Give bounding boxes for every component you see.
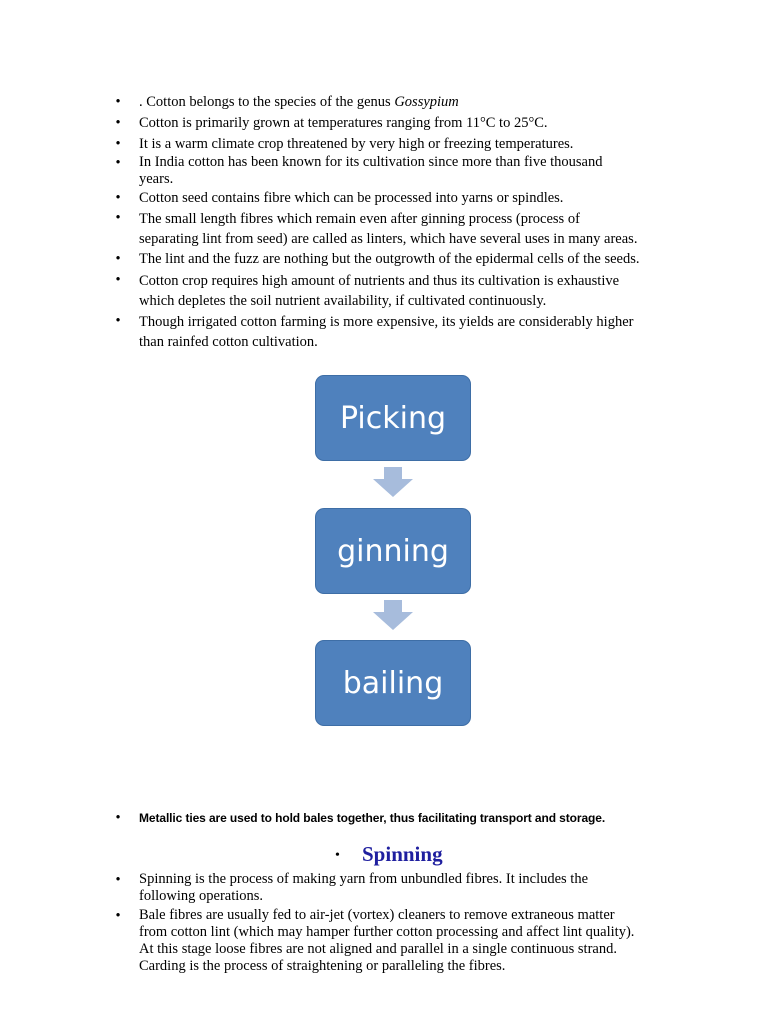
spinning-heading: Spinning [362, 842, 443, 866]
bullet-icon: • [115, 115, 121, 131]
bullet-icon: • [115, 251, 121, 267]
list-item-text: Carding is the process of straightening or paralleling the fibres. [139, 958, 506, 974]
list-item-text: which depletes the soil nutrient availability, if cultivated continuously. [139, 293, 547, 309]
list-item-text: It is a warm climate crop threatened by very high or freezing temperatures. [139, 136, 574, 152]
list-item-text: Cotton is primarily grown at temperatures ranging from 11°C to 25°C. [139, 115, 548, 131]
bullet-icon: • [115, 136, 121, 152]
bullet-icon: • [115, 272, 121, 288]
down-arrow-icon [373, 600, 413, 630]
flow-step-picking [315, 375, 471, 461]
list-item-text: The lint and the fuzz are nothing but the outgrowth of the epidermal cells of the seeds. [139, 251, 640, 267]
bullet-icon: • [115, 190, 121, 206]
flow-step-ginning [315, 508, 471, 594]
list-item-text: The small length fibres which remain even after ginning process (process of [139, 211, 580, 227]
bullet-icon: • [115, 94, 121, 110]
bullet-icon: • [115, 210, 121, 226]
flow-step-label: bailing [342, 665, 444, 701]
list-item-text: At this stage loose fibres are not aligned and parallel in a single continuous strand. [139, 941, 617, 957]
list-item-text: Though irrigated cotton farming is more expensive, its yields are considerably higher [139, 314, 634, 330]
flow-step-label: Picking [339, 400, 447, 436]
genus-name: Gossypium [394, 94, 459, 110]
flow-step-bailing [315, 640, 471, 726]
bullet-icon: • [115, 313, 121, 329]
list-item-text: Cotton seed contains fibre which can be processed into yarns or spindles. [139, 190, 564, 206]
list-item-text: following operations. [139, 888, 264, 904]
list-item-text: In India cotton has been known for its cultivation since more than five thousand [139, 154, 603, 170]
bullet-icon: • [335, 848, 340, 863]
list-item-text: Bale fibres are usually fed to air-jet (vortex) cleaners to remove extraneous matter [139, 907, 615, 923]
list-item-text: separating lint from seed) are called as linters, which have several uses in many areas. [139, 231, 638, 247]
bullet-icon: • [115, 810, 121, 826]
flow-step-label: ginning [337, 533, 449, 569]
down-arrow-icon [373, 467, 413, 497]
list-item-text: from cotton lint (which may hamper further cotton processing and affect lint quality). [139, 924, 635, 940]
list-item-text: than rainfed cotton cultivation. [139, 334, 318, 350]
list-item-text: Cotton crop requires high amount of nutrients and thus its cultivation is exhaustive [139, 273, 620, 289]
metallic-ties-note: Metallic ties are used to hold bales together, thus facilitating transport and storage. [139, 811, 606, 825]
bullet-icon: • [115, 908, 121, 924]
list-item-text: years. [139, 171, 174, 187]
bullet-icon: • [115, 155, 121, 171]
list-item-text: Spinning is the process of making yarn from unbundled fibres. It includes the [139, 871, 589, 887]
list-item-text: . Cotton belongs to the species of the genus [139, 94, 395, 110]
bullet-icon: • [115, 872, 121, 888]
